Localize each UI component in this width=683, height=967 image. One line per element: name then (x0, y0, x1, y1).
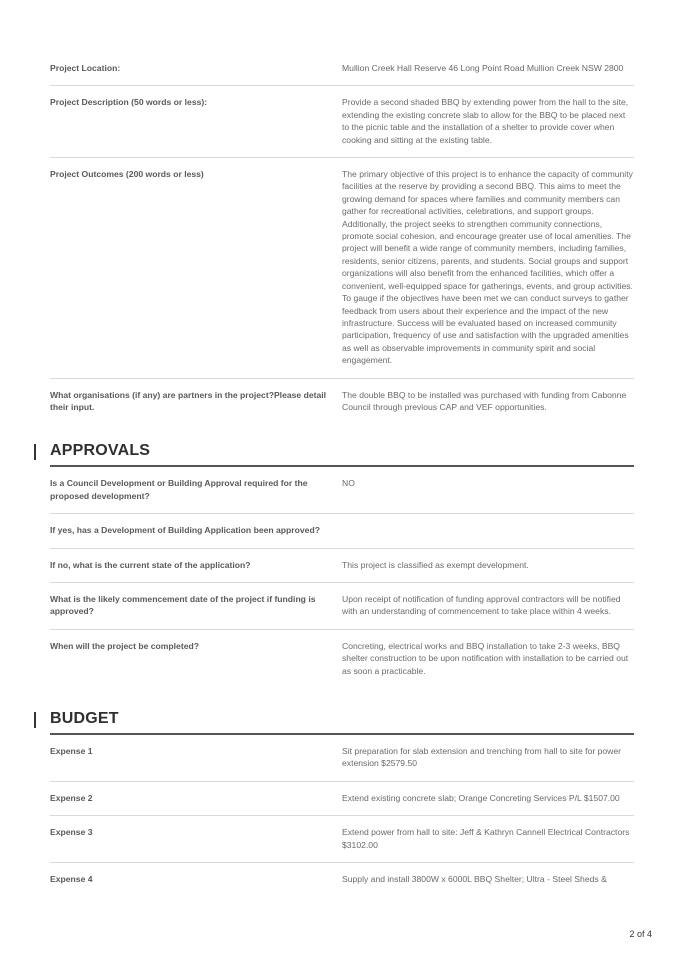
question-label: What organisations (if any) are partners in the project?Please detail their input. (50, 389, 327, 412)
expense-label: Expense 2 (50, 792, 93, 803)
question-label: Is a Council Development or Building Approval required for the proposed development? (50, 478, 308, 501)
answer-text: NO (342, 478, 355, 489)
approvals-heading: APPROVALS (50, 442, 634, 467)
project-description-row (50, 86, 634, 158)
expense-row (50, 782, 634, 816)
expense-detail: Extend existing concrete slab; Orange Concreting Services P/L $1507.00 (342, 792, 620, 803)
project-outcomes-row (50, 158, 634, 379)
completion-row (50, 630, 634, 688)
expense-detail: Extend power from hall to site: Jeff & Kathryn Cannell Electrical Contractors $3102.00 (342, 827, 630, 850)
budget-heading: BUDGET (50, 710, 634, 735)
answer-text: Upon receipt of notification of funding approval contractors will be notified with an understanding of commencement to take place within 4 weeks. (342, 593, 621, 617)
question-label: When will the project be completed? (50, 640, 199, 651)
section-marker (34, 444, 36, 460)
expense-row (50, 816, 634, 863)
answer-text: This project is classified as exempt development. (342, 559, 529, 570)
section-marker (34, 712, 36, 728)
question-label: Project Location: (50, 63, 121, 73)
question-label: What is the likely commencement date of the project if funding is approved? (50, 593, 316, 617)
answer-text: Mullion Creek Hall Reserve 46 Long Point Road Mullion Creek NSW 2800 (342, 63, 624, 73)
expense-row (50, 863, 634, 896)
expense-label: Expense 1 (50, 746, 93, 756)
answer-text (342, 524, 634, 536)
expense-label: Expense 4 (50, 874, 93, 885)
answer-text: Concreting, electrical works and BBQ installation to take 2-3 weeks, BBQ shelter construction to be upon notification with installation to be carried out as soon a practicable. (342, 640, 629, 676)
question-label: Project Description (50 words or less): (50, 97, 208, 108)
commencement-date-row (50, 583, 634, 630)
project-details (50, 52, 634, 424)
application-state-row (50, 549, 634, 583)
project-partners-row (50, 379, 634, 425)
expense-label: Expense 3 (50, 827, 93, 838)
approval-required-row (50, 467, 634, 514)
budget-section (50, 710, 634, 896)
approvals-section (50, 442, 634, 688)
project-location-row (50, 52, 634, 86)
expense-row (50, 735, 634, 782)
answer-text: The double BBQ to be installed was purchased with funding from Cabonne Council through previous CAP and VEF opportunities. (342, 389, 627, 412)
document-page (50, 52, 634, 896)
page-number: 2 of 4 (629, 929, 652, 939)
answer-text: Provide a second shaded BBQ by extending power from the hall to the site, extending the existing concrete slab to allow for the BBQ to be placed next to the picnic table and the installation of a shelter to provide cover when cooking and sitting at the existing table. (342, 97, 629, 145)
question-label: If no, what is the current state of the application? (50, 559, 251, 570)
application-approved-row (50, 514, 634, 548)
answer-text: The primary objective of this project is to enhance the capacity of community facilities at the reserve by providing a second BBQ. This aims to meet the growing demand for spaces where families and community members can gather for recreational activities, celebrations, and support groups. Additionally, the project seeks to strengthen community connections, promote social cohesion, and encourage greater use of local amenities. The project will benefit a wide range of community members, including families, residents, senior citizens, parents, and students. Social groups and support organizations will also benefit from the enhanced facilities, which offer a convenient, well-equipped space for gatherings, events, and group activities. To gauge if the objectives have been met we can conduct surveys to gather feedback from users about their experience and the impact of the new infrastructure. Success will be evaluated based on increased community participation, frequency of use and satisfaction with the upgraded amenities as well as observable improvements in community spirit and social engagement. (342, 169, 633, 366)
question-label: If yes, has a Development of Building Application been approved? (50, 525, 320, 536)
expense-detail: Supply and install 3800W x 6000L BBQ Shelter; Ultra - Steel Sheds & (342, 874, 607, 885)
expense-detail: Sit preparation for slab extension and trenching from hall to site for power extension $2579.50 (342, 746, 621, 769)
question-label: Project Outcomes (200 words or less) (50, 169, 204, 180)
